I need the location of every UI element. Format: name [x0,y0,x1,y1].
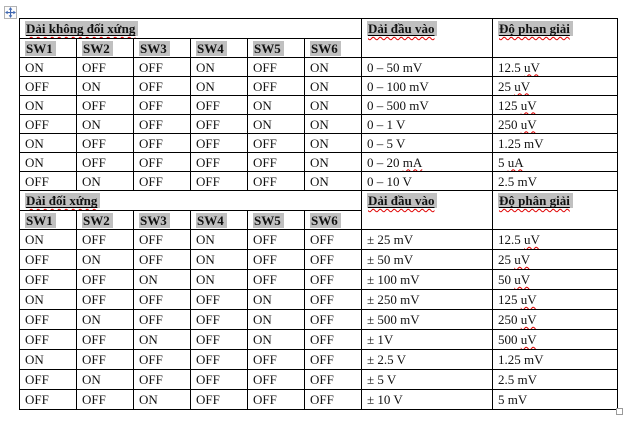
switch-setting-row [20,230,618,250]
switch-state-cell: OFF [20,250,77,270]
switch-state-cell: ON [77,310,134,330]
input-range-cell: 0 – 20 mA [362,153,493,172]
input-range-header-cell [362,19,493,58]
sw-header-cell [20,39,77,58]
resolution-cell: 500 uV [493,330,618,350]
input-range-cell: 0 – 5 V [362,134,493,153]
switch-state-cell: OFF [134,172,191,191]
table-move-handle[interactable] [4,6,17,19]
sw1-label: SW1 [25,41,56,56]
switch-state-cell: OFF [305,350,362,370]
switch-state-cell: ON [248,96,305,115]
misspelled-unit: uV [524,59,540,75]
switch-state-cell: ON [191,77,248,96]
sw2-label: SW2 [82,213,113,228]
resolution-cell: 12.5 uV [493,230,618,250]
switch-state-cell: OFF [134,115,191,134]
sw2-label: SW2 [82,41,113,56]
switch-state-cell: OFF [20,270,77,290]
misspelled-unit: uV [524,232,540,247]
switch-setting-row [20,77,618,96]
switch-state-cell: OFF [77,270,134,290]
sw-header-cell [20,211,77,230]
switch-setting-row [20,330,618,350]
switch-state-cell: OFF [191,153,248,172]
switch-state-cell: OFF [20,390,77,410]
resolution-cell: 5 mV [493,390,618,410]
switch-state-cell: OFF [191,115,248,134]
switch-setting-row [20,153,618,172]
switch-state-cell: ON [191,270,248,290]
switch-state-cell: OFF [77,390,134,410]
resolution-cell: 5 uA [493,153,618,172]
switch-state-cell: ON [305,96,362,115]
switch-state-cell: ON [305,134,362,153]
input-range-cell: ± 250 mV [362,290,493,310]
switch-state-cell: ON [305,58,362,77]
switch-state-cell: OFF [77,134,134,153]
input-range-cell: ± 5 V [362,370,493,390]
switch-state-cell: OFF [191,96,248,115]
misspelled-unit: uV [520,292,537,307]
switch-state-cell: OFF [191,310,248,330]
switch-state-cell: ON [305,77,362,96]
switch-state-cell: OFF [20,310,77,330]
input-range-cell: 0 – 50 mV [362,58,493,77]
switch-state-cell: OFF [77,350,134,370]
switch-state-cell: ON [248,330,305,350]
switch-state-cell: OFF [305,250,362,270]
section-1-rows [20,58,618,191]
switch-state-cell: OFF [134,310,191,330]
input-range-header: Dải đầu vào [368,193,435,208]
switch-state-cell: OFF [134,77,191,96]
sw-header-cell [305,211,362,230]
sw3-label: SW3 [139,213,170,228]
resolution-cell: 2.5 mV [493,172,618,191]
misspelled-unit: uA [507,154,524,170]
input-range-header-cell [362,191,493,230]
resolution-header-cell [493,19,618,58]
input-range-cell: 0 – 10 V [362,172,493,191]
switch-state-cell: OFF [191,330,248,350]
move-arrows-icon [5,7,16,18]
switch-state-cell: ON [20,153,77,172]
switch-setting-row [20,250,618,270]
input-range-cell: ± 10 V [362,390,493,410]
switch-state-cell: OFF [77,290,134,310]
resolution-cell: 12.5 uV [493,58,618,77]
sw5-label: SW5 [253,41,284,56]
switch-state-cell: ON [134,330,191,350]
misspelled-unit: uV [520,332,537,347]
misspelled-unit: uV [520,312,537,327]
switch-state-cell: OFF [134,230,191,250]
input-range-cell: ± 2.5 V [362,350,493,370]
section-2-rows [20,230,618,410]
switch-setting-row [20,115,618,134]
switch-state-cell: ON [77,77,134,96]
switch-state-cell: ON [248,310,305,330]
resolution-cell: 250 uV [493,115,618,134]
resolution-cell: 1.25 mV [493,134,618,153]
switch-state-cell: OFF [191,172,248,191]
misspelled-unit: uV [520,97,537,113]
switch-state-cell: OFF [134,250,191,270]
misspelled-unit: mA [402,154,423,170]
switch-state-cell: OFF [248,172,305,191]
switch-setting-row [20,370,618,390]
switch-state-cell: OFF [248,134,305,153]
misspelled-unit: uV [514,78,531,94]
switch-state-cell: ON [20,290,77,310]
switch-state-cell: ON [20,58,77,77]
switch-state-cell: OFF [20,115,77,134]
switch-state-cell: OFF [305,390,362,410]
switch-state-cell: OFF [191,290,248,310]
switch-state-cell: OFF [305,310,362,330]
resolution-header: Độ phan giải [499,21,570,36]
input-range-cell: ± 1V [362,330,493,350]
section-1-header [20,19,618,58]
switch-state-cell: ON [77,115,134,134]
sw-header-cell [77,39,134,58]
sw4-label: SW4 [196,213,227,228]
switch-state-cell: OFF [248,250,305,270]
sw6-label: SW6 [310,213,341,228]
switch-state-cell: OFF [305,290,362,310]
switch-state-cell: OFF [191,390,248,410]
switch-setting-row [20,350,618,370]
switch-state-cell: OFF [248,350,305,370]
switch-state-cell: OFF [77,58,134,77]
input-range-cell: ± 500 mV [362,310,493,330]
switch-state-cell: ON [134,390,191,410]
sw3-label: SW3 [139,41,170,56]
switch-state-cell: OFF [191,134,248,153]
input-range-cell: ± 100 mV [362,270,493,290]
switch-state-cell: OFF [20,77,77,96]
switch-state-cell: ON [305,153,362,172]
switch-state-cell: OFF [248,390,305,410]
switch-state-cell: OFF [77,96,134,115]
sw-header-cell [134,211,191,230]
switch-state-cell: OFF [20,370,77,390]
input-range-cell: 0 – 500 mV [362,96,493,115]
input-range-cell: 0 – 1 V [362,115,493,134]
sw1-label: SW1 [25,213,56,228]
switch-state-cell: ON [305,115,362,134]
sw5-label: SW5 [253,213,284,228]
table-resize-handle[interactable] [616,408,623,415]
switch-state-cell: ON [20,134,77,153]
sw-header-cell [191,211,248,230]
section-title-cell [20,191,362,211]
resolution-cell: 50 uV [493,270,618,290]
switch-state-cell: ON [20,96,77,115]
switch-state-cell: OFF [248,77,305,96]
switch-state-cell: ON [305,172,362,191]
switch-state-cell: OFF [134,153,191,172]
switch-setting-row [20,310,618,330]
switch-state-cell: OFF [134,134,191,153]
switch-setting-row [20,134,618,153]
switch-state-cell: OFF [305,370,362,390]
switch-state-cell: ON [20,350,77,370]
switch-state-cell: ON [77,172,134,191]
switch-state-cell: OFF [134,58,191,77]
misspelled-unit: uV [520,116,537,132]
switch-state-cell: ON [191,230,248,250]
switch-state-cell: OFF [248,270,305,290]
resolution-header-cell [493,191,618,230]
section-2-header [20,191,618,230]
resolution-cell: 125 uV [493,290,618,310]
sw-header-cell [77,211,134,230]
input-range-header: Dải đầu vào [368,21,435,36]
switch-state-cell: ON [248,115,305,134]
switch-state-cell: OFF [20,172,77,191]
switch-state-cell: ON [77,250,134,270]
switch-setting-row [20,270,618,290]
switch-state-cell: ON [191,58,248,77]
switch-state-cell: ON [191,250,248,270]
switch-state-cell: OFF [191,350,248,370]
resolution-cell: 25 uV [493,250,618,270]
section-title-row [20,191,618,211]
section-title: Dải đối xứng [26,193,98,208]
switch-state-cell: OFF [305,330,362,350]
switch-state-cell: ON [20,230,77,250]
section-title-row [20,19,618,39]
section-title-cell [20,19,362,39]
switch-setting-row [20,58,618,77]
sw6-label: SW6 [310,41,341,56]
switch-state-cell: OFF [248,58,305,77]
switch-setting-row [20,390,618,410]
switch-state-cell: OFF [134,290,191,310]
switch-setting-row [20,172,618,191]
resolution-cell: 125 uV [493,96,618,115]
input-range-cell: ± 50 mV [362,250,493,270]
input-range-cell: ± 25 mV [362,230,493,250]
switch-state-cell: OFF [134,96,191,115]
switch-state-cell: OFF [134,370,191,390]
switch-state-cell: OFF [248,153,305,172]
sw-header-cell [191,39,248,58]
switch-state-cell: OFF [77,230,134,250]
switch-state-cell: OFF [305,270,362,290]
sw-header-cell [134,39,191,58]
dip-switch-settings-table [19,18,618,410]
switch-state-cell: OFF [305,230,362,250]
switch-state-cell: OFF [248,230,305,250]
resolution-cell: 1.25 mV [493,350,618,370]
sw4-label: SW4 [196,41,227,56]
switch-state-cell: ON [77,370,134,390]
switch-setting-row [20,290,618,310]
switch-state-cell: OFF [77,153,134,172]
switch-state-cell: OFF [248,370,305,390]
resolution-header: Độ phân giải [499,193,570,208]
sw-header-cell [248,211,305,230]
switch-state-cell: OFF [77,330,134,350]
misspelled-unit: uV [514,272,531,287]
switch-state-cell: ON [248,290,305,310]
resolution-cell: 25 uV [493,77,618,96]
section-title: Dải không đối xứng [26,21,136,36]
sw-header-cell [305,39,362,58]
input-range-cell: 0 – 100 mV [362,77,493,96]
switch-state-cell: ON [134,270,191,290]
switch-state-cell: OFF [191,370,248,390]
sw-header-cell [248,39,305,58]
resolution-cell: 250 uV [493,310,618,330]
resolution-cell: 2.5 mV [493,370,618,390]
switch-state-cell: OFF [134,350,191,370]
misspelled-unit: uV [514,252,531,267]
switch-state-cell: OFF [20,330,77,350]
switch-setting-row [20,96,618,115]
